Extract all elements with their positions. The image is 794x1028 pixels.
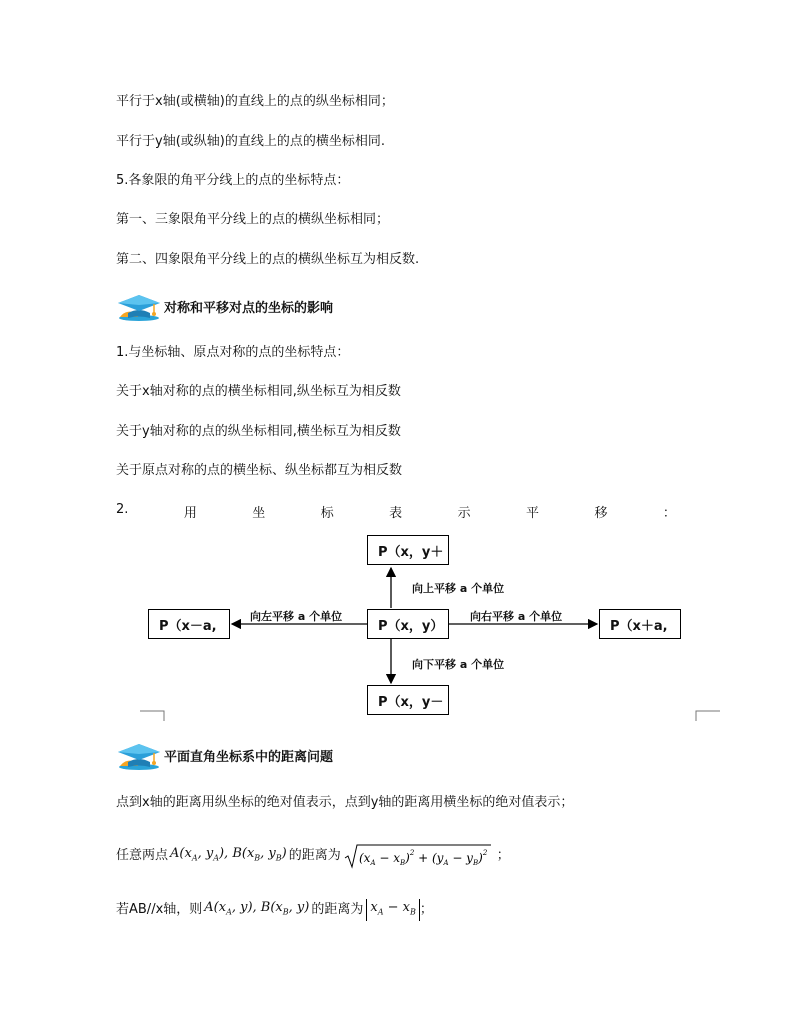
corner-mark-left bbox=[140, 710, 166, 722]
graduation-cap-icon bbox=[116, 740, 162, 770]
text-line-quadrant-2-4: 第二、四象限角平分线上的点的横纵坐标互为相反数. bbox=[116, 252, 420, 267]
label-right: 向右平移 a 个单位 bbox=[470, 610, 563, 623]
text-line-symmetry-intro: 1.与坐标轴、原点对称的点的坐标特点： bbox=[116, 345, 350, 360]
section-title-symmetry: 对称和平移对点的坐标的影响 bbox=[164, 300, 334, 316]
formula2-abs: $x_A - x_B$ bbox=[366, 899, 420, 922]
formula2-points: $A(x_A$, y), $B(x_B$, y) bbox=[204, 899, 310, 917]
section-heading-distance bbox=[116, 740, 333, 770]
spread-char: 表 bbox=[389, 506, 403, 521]
label-up: 向上平移 a 个单位 bbox=[412, 582, 505, 595]
box-bottom-label: P（x，y－ bbox=[378, 694, 444, 710]
box-right bbox=[599, 609, 681, 639]
text-line-distance-parallel bbox=[116, 898, 433, 922]
text-line-distance-two-points bbox=[116, 842, 510, 870]
label-left: 向左平移 a 个单位 bbox=[250, 610, 343, 623]
spread-char: 平 bbox=[526, 506, 540, 521]
text-line-quadrant-title: 5.各象限的角平分线上的点的坐标特点： bbox=[116, 173, 350, 188]
sqrt-formula bbox=[343, 842, 493, 870]
box-top bbox=[367, 535, 449, 565]
text-line-symmetry-y: 关于y轴对称的点的纵坐标相同,横坐标互为相反数 bbox=[116, 424, 401, 439]
text-line-symmetry-x: 关于x轴对称的点的横坐标相同,纵坐标互为相反数 bbox=[116, 384, 401, 399]
spread-char: 坐 bbox=[252, 506, 266, 521]
formula2-mid: 的距离为 bbox=[311, 902, 364, 917]
formula2-prefix: 若AB//x轴，则 bbox=[116, 902, 203, 917]
spread-char: 示 bbox=[457, 506, 471, 521]
text-line-symmetry-origin: 关于原点对称的点的横坐标、纵坐标都互为相反数 bbox=[116, 463, 403, 478]
formula-prefix: 任意两点 bbox=[116, 848, 169, 863]
text-line-distance-axes: 点到x轴的距离用纵坐标的绝对值表示，点到y轴的距离用横坐标的绝对值表示； bbox=[116, 795, 574, 810]
spread-char: 2. bbox=[116, 502, 129, 517]
box-right-label: P（x＋a, bbox=[610, 618, 668, 634]
spread-char: 标 bbox=[320, 506, 334, 521]
box-left bbox=[148, 609, 230, 639]
svg-text:(xA − xB)2 + (yA − yB)2: $(x_A - x_B)^2 + (y_A - y_B)^2$ bbox=[358, 849, 488, 867]
box-center bbox=[367, 609, 449, 639]
text-line-parallel-x: 平行于x轴(或横轴)的直线上的点的纵坐标相同； bbox=[116, 94, 394, 109]
spread-char: ： bbox=[662, 506, 676, 521]
box-top-label: P（x，y＋ bbox=[378, 544, 444, 560]
formula2-suffix: ； bbox=[419, 902, 433, 917]
label-down: 向下平移 a 个单位 bbox=[412, 658, 505, 671]
text-line-quadrant-1-3: 第一、三象限角平分线上的点的横纵坐标相同； bbox=[116, 212, 390, 227]
formula-mid: 的距离为 bbox=[288, 848, 341, 863]
box-center-label: P（x，y） bbox=[378, 618, 444, 634]
box-left-label: P（x－a, bbox=[159, 618, 217, 634]
box-bottom bbox=[367, 685, 449, 715]
corner-mark-right bbox=[695, 710, 721, 722]
spread-char: 用 bbox=[183, 506, 197, 521]
text-line-parallel-y: 平行于y轴(或纵轴)的直线上的点的横坐标相同. bbox=[116, 134, 385, 149]
section-title-distance: 平面直角坐标系中的距离问题 bbox=[164, 749, 334, 765]
formula-points: $A(x_A$, $y_A$), $B(x_B$, $y_B$) bbox=[170, 845, 287, 863]
spread-char: 移 bbox=[594, 506, 608, 521]
formula-suffix: ； bbox=[496, 848, 510, 863]
